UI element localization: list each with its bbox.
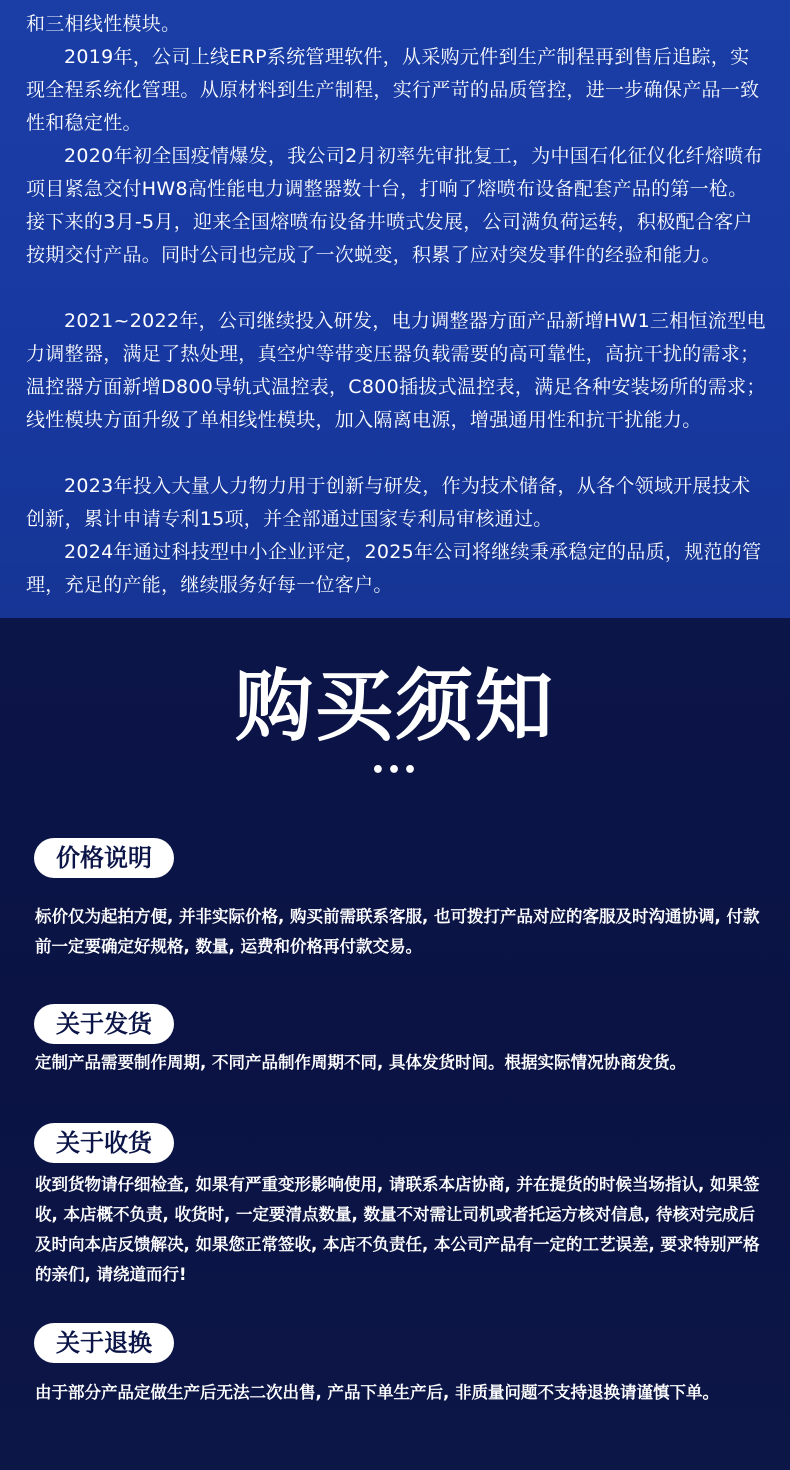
receiving-info-label: 关于收货 [34, 1123, 174, 1163]
price-info-text: 标价仅为起拍方便, 并非实际价格, 购买前需联系客服, 也可拨打产品对应的客服及时沟通协调, 付款前一定要确定好规格, 数量, 运费和价格再付款交易。 [35, 907, 760, 956]
purchase-notice-section [0, 618, 790, 1470]
history-paragraph-2019: 2019年，公司上线ERP系统管理软件，从采购元件到生产制程再到售后追踪，实现全程系统化管理。从原材料到生产制程，实行严苛的品质管控，进一步确保产品一致性和稳定性。 [26, 46, 760, 134]
return-info-label: 关于退换 [34, 1323, 174, 1363]
title-dots-decoration: ••• [370, 758, 420, 783]
receiving-info-text: 收到货物请仔细检查, 如果有严重变形影响使用, 请联系本店协商, 并在提货的时候当场指认, 如果签收, 本店概不负责, 收货时, 一定要清点数量, 数量不对需让司机或者托运方核对信息, 待核对完成后及时向本店反馈解决, 如果您正常签收, 本店不负责任, 本公司产品有一定的工艺误差, 要求特别严格的亲们, 请绕道而行! [35, 1175, 760, 1284]
history-paragraph-2023: 2023年投入大量人力物力用于创新与研发，作为技术储备，从各个领域开展技术创新，累计申请专利15项，并全部通过国家专利局审核通过。 [26, 475, 751, 530]
notice-title: 购买须知 [234, 662, 555, 752]
company-history-section [0, 0, 790, 618]
history-paragraph-fragment: 和三相线性模块。 [26, 13, 181, 35]
price-info-label: 价格说明 [34, 838, 174, 878]
history-paragraph-2024: 2024年通过科技型中小企业评定，2025年公司将继续秉承稳定的品质，规范的管理，充足的产能，继续服务好每一位客户。 [26, 541, 762, 596]
return-info-text: 由于部分产品定做生产后无法二次出售, 产品下单生产后, 非质量问题不支持退换请谨慎下单。 [35, 1383, 720, 1402]
shipping-info-text: 定制产品需要制作周期, 不同产品制作周期不同, 具体发货时间。根据实际情况协商发货。 [35, 1053, 687, 1072]
history-paragraph-2021-2022: 2021~2022年，公司继续投入研发，电力调整器方面产品新增HW1三相恒流型电力调整器，满足了热处理，真空炉等带变压器负载需要的高可靠性，高抗干扰的需求；温控器方面新增D800导轨式温控表，C800插拔式温控表，满足各种安装场所的需求；线性模块方面升级了单相线性模块，加入隔离电源，增强通用性和抗干扰能力。 [26, 310, 766, 431]
shipping-info-label: 关于发货 [34, 1004, 174, 1044]
history-paragraph-2020: 2020年初全国疫情爆发，我公司2月初率先审批复工，为中国石化征仪化纤熔喷布项目紧急交付HW8高性能电力调整器数十台，打响了熔喷布设备配套产品的第一枪。接下来的3月-5月，迎来全国熔喷布设备井喷式发展，公司满负荷运转，积极配合客户按期交付产品。同时公司也完成了一次蜕变，积累了应对突发事件的经验和能力。 [26, 145, 763, 266]
